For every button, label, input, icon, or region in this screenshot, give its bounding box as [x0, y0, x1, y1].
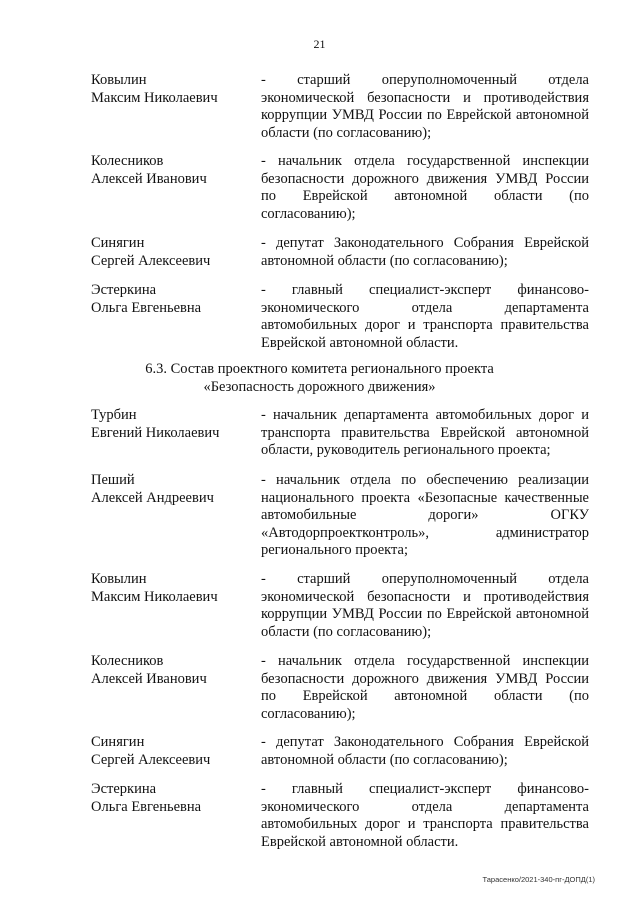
member-given-name: Ольга Евгеньевна	[91, 798, 202, 815]
member-surname: Турбин	[91, 407, 137, 423]
section-heading-line-1: 6.3. Состав проектного комитета регионального проекта	[145, 361, 494, 377]
member-name	[91, 653, 256, 688]
section-heading-line-2: «Безопасность дорожного движения»	[203, 378, 436, 395]
member-given-name: Алексей Иванович	[91, 670, 207, 687]
member-role: - старший оперуполномоченный отдела экономической безопасности и противодействия коррупции УМВД России по Еврейской автономной области (по согласованию);	[261, 571, 589, 640]
member-given-name: Алексей Андреевич	[91, 489, 214, 506]
member-name	[91, 734, 256, 769]
member-role: - начальник департамента автомобильных дорог и транспорта правительства Еврейской автономной области, руководитель регионального проекта;	[261, 407, 589, 459]
member-surname: Синягин	[91, 734, 145, 750]
member-surname: Ковылин	[91, 72, 147, 88]
member-role: - депутат Законодательного Собрания Еврейской автономной области (по согласованию);	[261, 235, 589, 269]
member-name	[91, 407, 256, 442]
member-role: - начальник отдела по обеспечению реализации национального проекта «Безопасные качественные автомобильные дороги» ОГКУ «Автодорпроектконтроль», администратор регионального проекта;	[261, 472, 589, 559]
member-surname: Синягин	[91, 235, 145, 251]
member-given-name: Сергей Алексеевич	[91, 751, 211, 768]
member-name	[91, 153, 256, 188]
member-role: - главный специалист-эксперт финансово-экономического отдела департамента автомобильных дорог и транспорта правительства Еврейской автономной области.	[261, 781, 589, 850]
member-given-name: Алексей Иванович	[91, 170, 207, 187]
member-given-name: Максим Николаевич	[91, 89, 218, 106]
member-name	[91, 282, 256, 317]
member-given-name: Сергей Алексеевич	[91, 252, 211, 269]
member-role: - депутат Законодательного Собрания Еврейской автономной области (по согласованию);	[261, 734, 589, 768]
member-surname: Эстеркина	[91, 282, 157, 298]
document-code: Тарасенко/2021-340-пг-ДОПД(1)	[482, 875, 595, 884]
member-given-name: Евгений Николаевич	[91, 424, 220, 441]
member-given-name: Максим Николаевич	[91, 588, 218, 605]
member-role: - начальник отдела государственной инспекции безопасности дорожного движения УМВД России по Еврейской автономной области (по согласованию);	[261, 653, 589, 722]
member-surname: Ковылин	[91, 571, 147, 587]
member-name	[91, 571, 256, 606]
member-surname: Колесников	[91, 153, 164, 169]
member-name	[91, 472, 256, 507]
member-given-name: Ольга Евгеньевна	[91, 299, 202, 316]
member-surname: Колесников	[91, 653, 164, 669]
page-number: 21	[313, 37, 326, 51]
member-role: - начальник отдела государственной инспекции безопасности дорожного движения УМВД России по Еврейской автономной области (по согласованию);	[261, 153, 589, 222]
member-role: - главный специалист-эксперт финансово-экономического отдела департамента автомобильных дорог и транспорта правительства Еврейской автономной области.	[261, 282, 589, 351]
section-heading	[0, 361, 639, 396]
member-role: - старший оперуполномоченный отдела экономической безопасности и противодействия коррупции УМВД России по Еврейской автономной области (по согласованию);	[261, 72, 589, 141]
member-name	[91, 72, 256, 107]
member-surname: Пеший	[91, 472, 135, 488]
member-name	[91, 781, 256, 816]
member-name	[91, 235, 256, 270]
member-surname: Эстеркина	[91, 781, 157, 797]
